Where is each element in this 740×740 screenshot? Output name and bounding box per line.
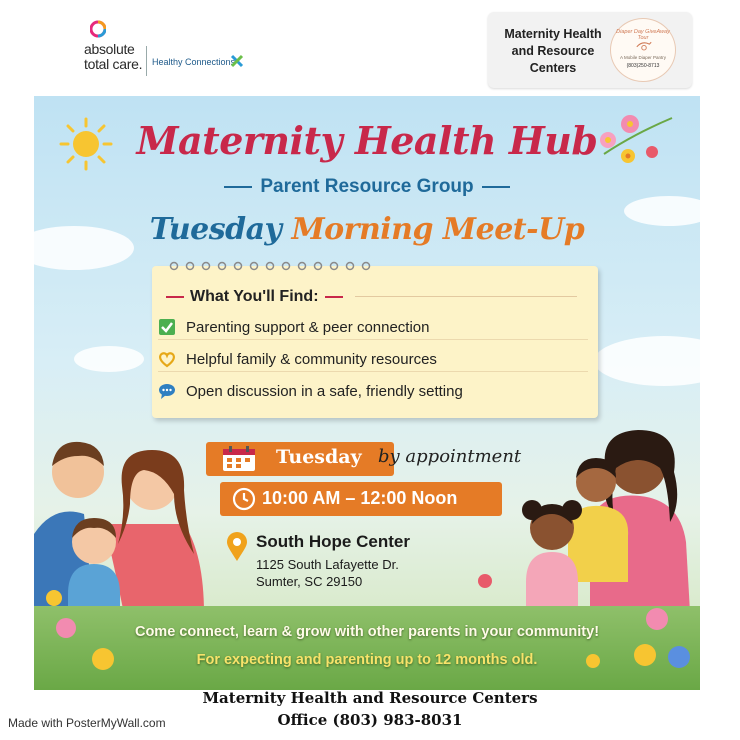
- features-notepad: [152, 266, 598, 418]
- meetup-heading: [34, 212, 700, 247]
- tagline-line-1: Come connect, learn & grow with other parents in your community!: [134, 624, 600, 640]
- feature-item: [158, 316, 588, 340]
- absolute-total-care-logo: [84, 18, 254, 88]
- address-line-2: Sumter, SC 29150: [256, 574, 363, 589]
- logo-line-1: absolute: [84, 41, 135, 57]
- meetup-label: Morning Meet-Up: [291, 212, 585, 247]
- healthy-connections-label: Healthy Connections: [152, 57, 236, 67]
- cloud: [74, 346, 144, 372]
- footer-org-name: Maternity Health and Resource Centers: [202, 689, 538, 707]
- badge-subtitle: A Mobile Diaper Pantry: [619, 55, 667, 60]
- features-heading: [160, 288, 590, 306]
- speech-bubble-icon: [158, 382, 176, 400]
- clock-icon: [232, 487, 256, 511]
- subtitle-dash: [224, 186, 252, 188]
- flower: [46, 590, 62, 606]
- family-illustration-left: [34, 414, 234, 614]
- flower: [478, 574, 492, 588]
- made-with-credit: Made with PosterMyWall.com: [8, 716, 166, 730]
- feature-text: Helpful family & community resources: [186, 351, 437, 368]
- org-header-card: [488, 12, 692, 88]
- feature-text: Parenting support & peer connection: [186, 319, 430, 336]
- heading-rule: [355, 296, 577, 297]
- family-illustration-right: [510, 412, 700, 612]
- logo-line-2: total care.: [84, 56, 143, 72]
- badge-phone: (803)250-8713: [626, 63, 660, 69]
- location-pin-icon: [226, 532, 248, 562]
- meetup-day: Tuesday: [149, 212, 282, 247]
- diaper-giveaway-badge: [610, 18, 676, 82]
- feature-item: [158, 348, 588, 372]
- org-name: Maternity Health and Resource Centers: [504, 27, 602, 75]
- notepad-rings-icon: [166, 260, 376, 272]
- heart-icon: [158, 350, 176, 368]
- features-heading-text: What You'll Find:: [190, 288, 319, 305]
- heading-dash: [166, 296, 184, 298]
- heading-dash: [325, 296, 343, 298]
- location-name: South Hope Center: [256, 532, 410, 551]
- subtitle-text: Parent Resource Group: [260, 176, 474, 197]
- logo-wordmark: [84, 42, 142, 72]
- address-line-1: 1125 South Lafayette Dr.: [256, 557, 399, 572]
- stork-icon: [635, 39, 653, 51]
- time-banner: [220, 482, 502, 516]
- grass-footer: [34, 606, 700, 690]
- calendar-icon: [222, 446, 256, 472]
- healthy-connections-x-icon: [230, 54, 244, 68]
- event-poster: [34, 96, 700, 690]
- poster-title: Maternity Health Hub: [136, 118, 598, 163]
- poster-subtitle: [34, 176, 700, 198]
- subtitle-dash: [482, 186, 510, 188]
- feature-text: Open discussion in a safe, friendly setting: [186, 383, 463, 400]
- day-banner: [206, 442, 394, 476]
- day-text: Tuesday: [276, 446, 362, 468]
- atc-logo-icon: [90, 18, 106, 40]
- location-address: [256, 556, 399, 590]
- appointment-note: by appointment: [378, 446, 522, 467]
- badge-title: Diaper Day GiveAway Tour: [616, 29, 670, 41]
- logo-divider: [146, 46, 147, 76]
- check-icon: [158, 318, 176, 336]
- feature-item: [158, 380, 588, 404]
- cloud: [594, 336, 700, 386]
- tagline-line-2: For expecting and parenting up to 12 months old.: [196, 652, 538, 668]
- footer-phone: Office (803) 983-8031: [277, 711, 463, 729]
- time-text: 10:00 AM – 12:00 Noon: [262, 488, 458, 508]
